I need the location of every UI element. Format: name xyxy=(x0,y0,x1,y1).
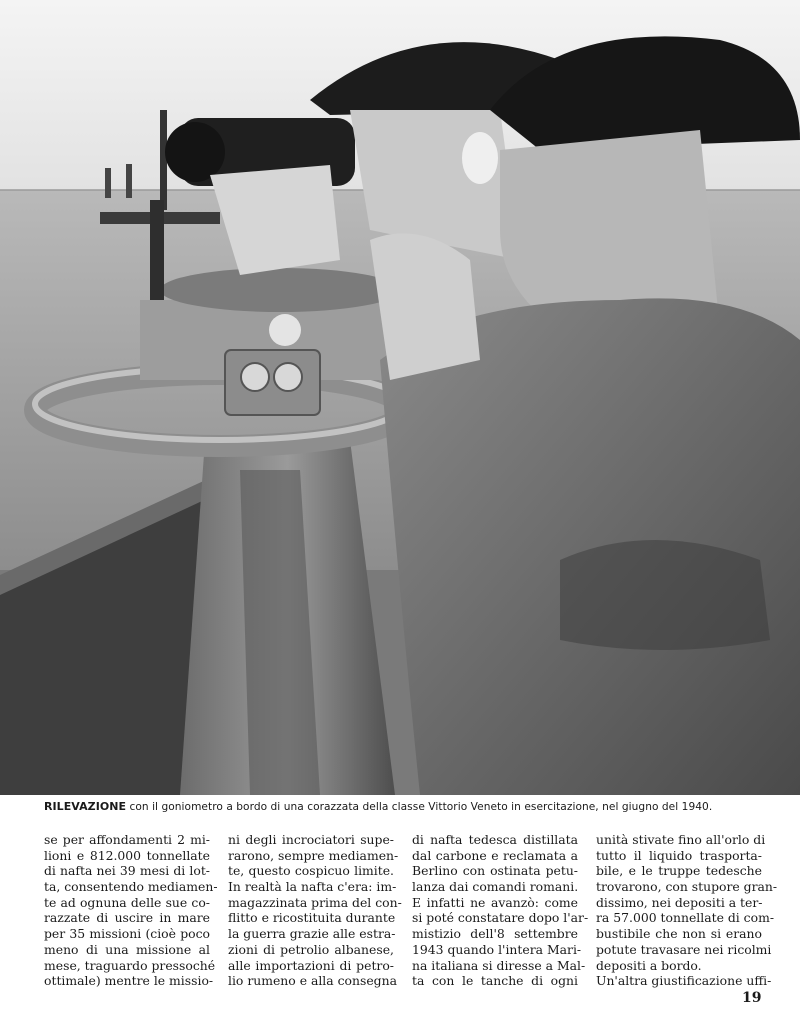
text-line: te ad ognuna delle sue co- xyxy=(44,894,210,910)
text-line: alle importazioni di petro- xyxy=(228,957,394,973)
page-number: 19 xyxy=(742,990,762,1006)
text-line: magazzinata prima del con- xyxy=(228,894,402,910)
text-line: ni degli incrociatori supe- xyxy=(228,832,394,847)
caption-text: con il goniometro a bordo di una corazzata della classe Vittorio Veneto in esercitazione, nel giugno del 1940. xyxy=(126,801,713,813)
text-line: lanza dai comandi romani. xyxy=(412,879,579,895)
text-column-3 xyxy=(412,832,589,989)
text-line: di nafta nei 39 mesi di lot- xyxy=(44,863,210,879)
text-column-2 xyxy=(228,832,402,989)
text-line: unità stivate fino all'orlo di xyxy=(596,832,766,847)
text-line: bustibile che non si erano xyxy=(596,926,762,942)
text-line: Berlino con ostinata petu- xyxy=(412,863,578,879)
text-line: mistizio dell'8 settembre xyxy=(412,926,578,942)
text-line: bile, e le truppe tedesche xyxy=(596,863,762,879)
text-line: per 35 missioni (cioè poco xyxy=(44,926,210,942)
text-line: depositi a bordo. xyxy=(596,957,702,973)
text-line: ottimale) mentre le missio- xyxy=(44,973,214,989)
text-line: rarono, sempre mediamen- xyxy=(228,847,399,863)
text-line: flitto e ricostituita durante xyxy=(228,910,396,926)
text-line: se per affondamenti 2 mi- xyxy=(44,832,210,847)
text-line: lio rumeno e alla consegna xyxy=(228,973,397,989)
text-line: trovarono, con stupore gran- xyxy=(596,879,778,895)
text-line: ra 57.000 tonnellate di com- xyxy=(596,910,775,926)
text-line: ta con le tanche di ogni xyxy=(412,973,578,989)
text-line: E infatti ne avanzò: come xyxy=(412,894,578,910)
text-line: mese, traguardo pressoché xyxy=(44,957,216,973)
text-line: na italiana si diresse a Mal- xyxy=(412,957,586,973)
text-line: zioni di petrolio albanese, xyxy=(228,941,394,957)
photo-caption xyxy=(44,800,774,814)
text-line: ta, consentendo mediamen- xyxy=(44,879,218,895)
text-line: tutto il liquido trasporta- xyxy=(596,847,762,863)
text-line: In realtà la nafta c'era: im- xyxy=(228,879,397,895)
text-line: lioni e 812.000 tonnellate xyxy=(44,847,210,863)
text-line: Un'altra giustificazione uffi- xyxy=(596,973,772,989)
text-line: potute travasare nei ricolmi xyxy=(596,941,772,957)
text-line: 1943 quando l'intera Mari- xyxy=(412,941,582,957)
text-line: la guerra grazie alle estra- xyxy=(228,926,396,942)
text-column-4 xyxy=(596,832,778,989)
text-line: dissimo, nei depositi a ter- xyxy=(596,894,763,910)
text-line: si poté constatare dopo l'ar- xyxy=(412,910,589,926)
caption-title: RILEVAZIONE xyxy=(44,800,127,813)
text-line: razzate di uscire in mare xyxy=(44,910,210,926)
text-line: te, questo cospicuo limite. xyxy=(228,863,394,879)
text-line: meno di una missione al xyxy=(44,941,210,957)
text-line: di nafta tedesca distillata xyxy=(412,832,578,847)
text-line: dal carbone e reclamata a xyxy=(412,847,578,863)
text-column-1 xyxy=(44,832,218,989)
